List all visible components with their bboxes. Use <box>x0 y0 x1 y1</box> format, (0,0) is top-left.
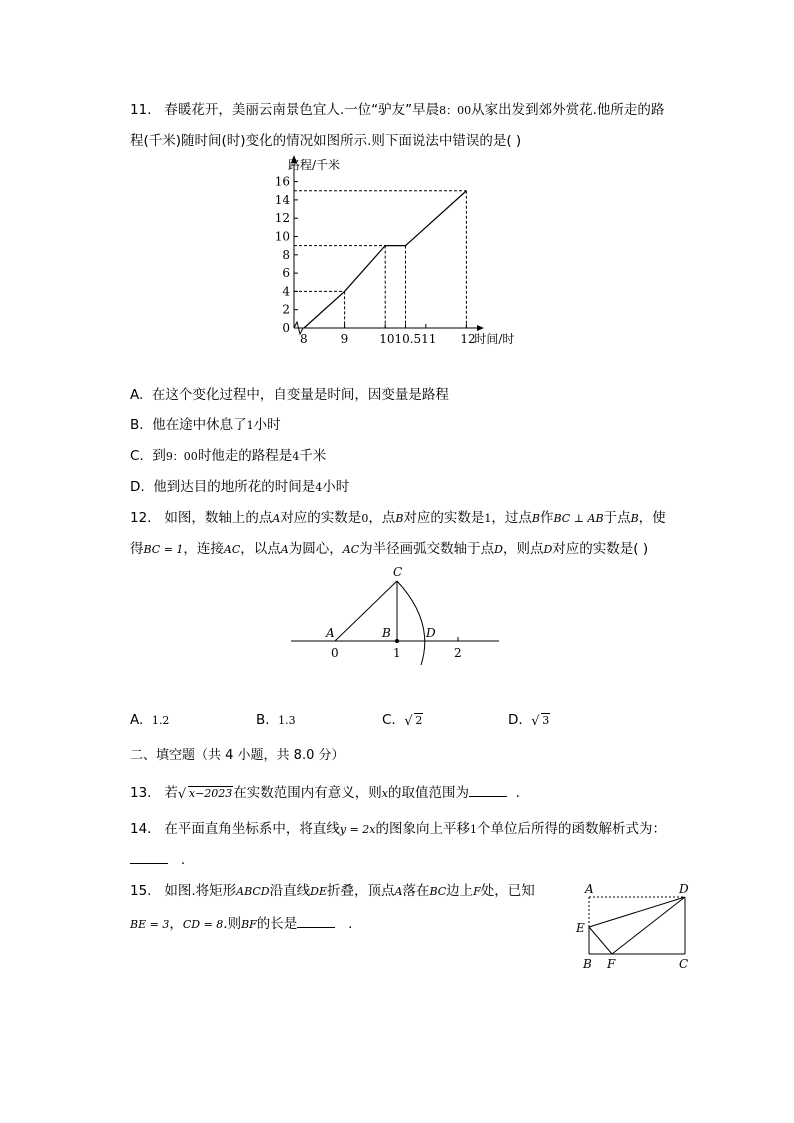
point-d-label: D <box>494 543 503 556</box>
q11-option-c[interactable] <box>130 446 326 467</box>
q15-text: 的长是 <box>256 916 298 932</box>
y-tick-label: 0 <box>282 321 290 335</box>
q13-text: 在实数范围内有意义，则 <box>233 785 382 801</box>
vertex-a-label: A <box>394 885 403 898</box>
option-value: 1 <box>246 419 254 432</box>
option-value-2: 4 <box>292 450 300 463</box>
option-letter: C. <box>130 448 144 464</box>
y-tick-label: 2 <box>282 302 290 317</box>
option-value: 1.2 <box>151 714 170 727</box>
period: . <box>180 852 186 868</box>
q12-text: 为半径画弧交数轴于点 <box>359 541 495 557</box>
q14-text: 在平面直角坐标系中，将直线 <box>164 821 340 837</box>
value-one: 1 <box>470 823 477 836</box>
q14-text: 个单位后所得的函数解析式为： <box>477 821 666 837</box>
q11-option-d[interactable] <box>130 477 349 498</box>
tick-label-2: 2 <box>454 646 462 660</box>
q12-text: 为圆心， <box>288 541 343 557</box>
point-a-label: A <box>272 512 281 525</box>
q12-option-a[interactable] <box>130 710 169 731</box>
q15-text: 沿直线 <box>269 883 311 899</box>
label-d: D <box>679 882 689 896</box>
perp-expr: BC ⊥ AB <box>553 512 604 525</box>
label-b: B <box>583 957 592 971</box>
q14-line1 <box>130 819 666 840</box>
y-axis-label: 路程/千米 <box>288 158 341 172</box>
point-b-label: B <box>395 512 404 525</box>
q15-line2 <box>130 914 352 935</box>
q13-number: 13. <box>130 785 152 801</box>
label-a: A <box>585 882 594 896</box>
option-letter: A. <box>130 387 144 403</box>
x-tick-label: 12 <box>460 332 476 346</box>
point-a-label: A <box>280 543 289 556</box>
side-bc-label: BC <box>429 885 447 898</box>
q12-text: 对应的实数是( ) <box>552 541 649 557</box>
option-value: 9：00 <box>165 450 198 463</box>
x-tick-label: 1010.511 <box>379 332 437 346</box>
bf-label: BF <box>241 918 257 931</box>
q11-option-b[interactable] <box>130 415 281 436</box>
q12-text: ，点 <box>368 510 396 526</box>
period: . <box>348 916 353 932</box>
line-equation: y = 2x <box>339 823 376 836</box>
q15-text: ， <box>169 916 183 932</box>
q12-option-d[interactable] <box>508 710 550 731</box>
point-b-label: B <box>630 512 639 525</box>
q12-line1 <box>130 508 666 529</box>
q12-text: ，使 <box>638 510 666 526</box>
q15-number: 15. <box>130 883 152 899</box>
q15-line1 <box>130 881 535 902</box>
be-expr: BE = 3 <box>130 918 170 931</box>
sqrt-3: √ 3 <box>531 714 550 729</box>
option-letter: D. <box>508 712 523 728</box>
q14-line2 <box>130 850 185 870</box>
q15-rectangle-fold-figure <box>575 878 700 973</box>
option-text: 他到达目的地所花的时间是 <box>153 479 316 495</box>
option-letter: D. <box>130 479 145 495</box>
rect-label: ABCD <box>236 885 270 898</box>
label-a: A <box>326 626 335 640</box>
option-text: 他在途中休息了 <box>152 417 247 433</box>
option-letter: A. <box>130 712 144 728</box>
option-letter: B. <box>130 417 144 433</box>
q13-text: 的取值范围为 <box>388 785 469 801</box>
section-heading: 二、填空题（共 4 小题，共 8.0 分） <box>130 748 345 763</box>
point-f-label: F <box>473 885 481 898</box>
label-d: D <box>426 626 436 640</box>
q11-text-2: 程(千米)随时间(时)变化的情况如图所示.则下面说法中错误的是( ) <box>130 133 522 149</box>
q15-text: 折叠，顶点 <box>326 883 395 899</box>
label-b: B <box>382 626 391 640</box>
q12-text: ，连接 <box>183 541 224 557</box>
q12-text: 对应的实数是 <box>403 510 485 526</box>
var-x: x <box>381 787 388 800</box>
y-tick-label: 16 <box>274 174 290 189</box>
option-value: 4 <box>315 481 323 494</box>
option-letter: B. <box>256 712 270 728</box>
q15-text: 如图.将矩形 <box>164 883 237 899</box>
point-b-label: B <box>531 512 540 525</box>
x-tick-label: 8 <box>300 332 308 346</box>
option-text-b: 小时 <box>322 479 350 495</box>
q12-text: ，以点 <box>240 541 281 557</box>
label-c: C <box>393 565 403 579</box>
bc-expr: BC = 1 <box>143 543 184 556</box>
y-tick-label: 8 <box>282 247 290 262</box>
q12-text: 于点 <box>603 510 631 526</box>
x-axis-label: 时间/时 <box>474 332 515 346</box>
value-one: 1 <box>484 512 492 525</box>
q12-number: 12. <box>130 510 152 526</box>
q11-text: 春暖花开，美丽云南景色宜人.一位“驴友”早晨 <box>164 102 440 118</box>
q12-text: ，过点 <box>491 510 532 526</box>
q12-text: 作 <box>540 510 554 526</box>
label-c: C <box>679 957 689 971</box>
q11-text-b: 从家出发到郊外赏花.他所走的路 <box>471 102 665 118</box>
q11-distance-time-chart <box>270 150 540 350</box>
option-text-b: 小时 <box>253 417 281 433</box>
line-de-label: DE <box>310 885 327 898</box>
option-text-b: 时他走的路程是 <box>197 448 293 464</box>
q11-line1 <box>130 100 664 121</box>
q12-text: 得 <box>130 541 144 557</box>
q13-text: 若 <box>164 785 178 801</box>
period: . <box>515 785 520 801</box>
q11-number: 11. <box>130 102 152 118</box>
segment-ef <box>589 927 612 954</box>
point-d-label: D <box>543 543 553 556</box>
q14-number: 14. <box>130 821 152 837</box>
tick-label-1: 1 <box>393 646 401 660</box>
y-tick-label: 12 <box>274 211 290 226</box>
x-tick-label: 9 <box>340 332 349 346</box>
q12-text: ，则点 <box>502 541 544 557</box>
y-tick-label: 14 <box>274 192 290 207</box>
q12-text: 如图，数轴上的点 <box>164 510 273 526</box>
fold-de <box>589 897 685 927</box>
q11-start-time: 8：00 <box>439 104 472 117</box>
ac-label: AC <box>223 543 241 556</box>
sqrt-expression: √ x−2023 <box>177 787 233 802</box>
arc-cd <box>397 581 425 665</box>
q15-text: 处，已知 <box>480 883 535 899</box>
q12-text: 对应的实数是 <box>280 510 362 526</box>
q15-text: 落在 <box>402 883 430 899</box>
q12-line2 <box>130 539 648 560</box>
ac-label: AC <box>342 543 360 556</box>
option-text: 到 <box>152 448 166 464</box>
q12-number-line-figure <box>285 562 505 667</box>
point-b-dot <box>395 639 399 643</box>
q13-line <box>130 783 520 804</box>
option-letter: C. <box>382 712 396 728</box>
label-f: F <box>607 957 616 971</box>
cd-expr: CD = 8 <box>182 918 224 931</box>
y-tick-label: 10 <box>274 229 290 244</box>
q11-option-a[interactable] <box>130 385 449 405</box>
option-value: 1.3 <box>278 714 296 727</box>
tick-label-0: 0 <box>331 646 339 660</box>
label-e: E <box>576 921 585 935</box>
q12-option-c[interactable] <box>382 710 423 731</box>
answer-blank[interactable] <box>130 851 168 864</box>
value-zero: 0 <box>361 512 369 525</box>
answer-blank[interactable] <box>469 784 507 797</box>
option-text: 在这个变化过程中，自变量是时间，因变量是路程 <box>151 387 449 403</box>
q12-option-b[interactable] <box>256 710 296 731</box>
segment-df <box>612 897 685 954</box>
sqrt-2: √ 2 <box>404 714 423 729</box>
y-tick-label: 6 <box>282 266 290 281</box>
x-axis-arrow <box>477 325 484 331</box>
option-text-c: 千米 <box>299 448 327 464</box>
answer-blank[interactable] <box>297 915 335 928</box>
q15-text: .则 <box>223 916 242 932</box>
y-tick-label: 4 <box>282 284 290 299</box>
q15-text: 边上 <box>446 883 474 899</box>
q14-text: 的图象向上平移 <box>375 821 470 837</box>
q11-line2 <box>130 131 521 151</box>
